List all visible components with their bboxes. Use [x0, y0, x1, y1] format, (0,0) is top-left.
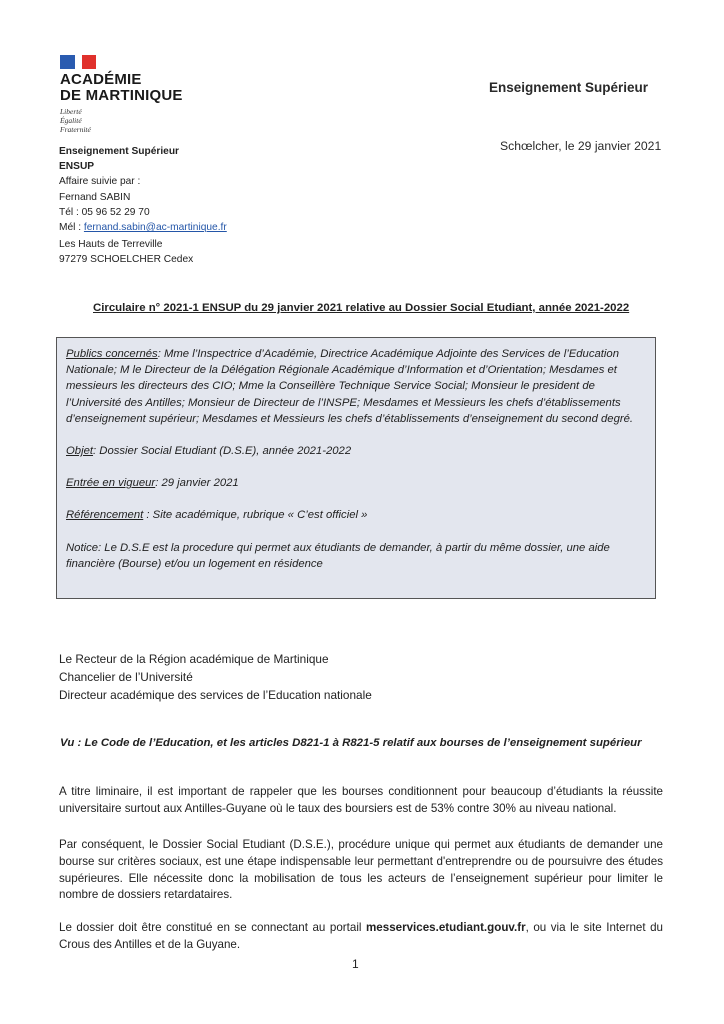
- notice-paragraph: Notice: Le D.S.E est la procedure qui permet aux étudiants de demander, à partir du même dossier, une aide financière (Bourse) et/ou un logement en résidence: [66, 541, 610, 570]
- paragraph3-text-after: , ou via le site Internet du Crous des Antilles et de la Guyane.: [59, 921, 663, 951]
- body-paragraph-2: Par conséquent, le Dossier Social Etudiant (D.S.E.), procédure unique qui permet aux étudiants de demander une bourse sur critères sociaux, est une étape indispensable leur permettant d'entreprendre ou de poursuivre des études supérieures. Elle nécessite donc la mobilisation de tous les acteurs de l’enseignement supérieur pour limiter le nombre de dossiers retardataires.: [59, 838, 663, 902]
- contact-email-line: [59, 220, 227, 235]
- contact-phone: Tél : 05 96 52 29 70: [59, 206, 150, 218]
- sender-block: [59, 144, 227, 235]
- referencement-paragraph: [66, 507, 646, 523]
- referencement-text: : Site académique, rubrique « C’est officiel »: [143, 509, 368, 522]
- motto-liberte: Liberté: [60, 107, 82, 116]
- objet-text: : Dossier Social Etudiant (D.S.E), année 2021-2022: [93, 445, 352, 458]
- publics-paragraph: [66, 346, 646, 427]
- sender-acronym: ENSUP: [59, 161, 95, 173]
- sender-address: [59, 237, 193, 267]
- entree-label: Entrée en vigueur: [66, 477, 156, 490]
- signatory-line1: Le Recteur de la Région académique de Martinique: [59, 652, 329, 666]
- marianne-flag-logo: [60, 55, 96, 69]
- circular-title: Circulaire n° 2021-1 ENSUP du 29 janvier 2021 relative au Dossier Social Etudiant, année 2021-2022: [93, 302, 630, 314]
- flag-blue-band: [60, 55, 75, 69]
- body-paragraph-3: [59, 920, 663, 954]
- republic-motto: [60, 107, 91, 134]
- signatory-line2: Chancelier de l’Université: [59, 670, 193, 684]
- sender-service: Enseignement Supérieur: [59, 146, 180, 157]
- signatory-block: [59, 650, 372, 704]
- motto-egalite: Égalité: [60, 116, 82, 125]
- logo-title-line2: DE MARTINIQUE: [60, 87, 183, 104]
- department-heading: Enseignement Supérieur: [489, 80, 649, 95]
- body-paragraph-1: A titre liminaire, il est important de rappeler que les bourses conditionnent pour beaucoup d’étudiants la réussite universitaire surtout aux Antilles-Guyane où le taux des boursiers est de 53% contre 30% au niveau national.: [59, 785, 663, 815]
- referencement-label: Référencement: [66, 509, 144, 522]
- legal-basis-vu: Vu : Le Code de l’Education, et les articles D821-1 à R821-5 relatif aux bourses de l’enseignement supérieur: [60, 737, 642, 749]
- publics-text: : Mme l’Inspectrice d’Académie, Directrice Académique Adjointe des Services de l’Education Nationale; M le Directeur de la Délégation Régionale Académique d’Information et d’Orientation; Mesdames et messieurs les directeurs des CIO; Mme la Conseillère Technique Service Social; Monsieur le president de l’Université des Antilles; Monsieur de Directeur de l’INSPE; Mesdames et Messieurs les chefs d’établissements d’enseignement supérieur; Mesdames et Messieurs les chefs d’établissements d’enseignement du second degré.: [66, 348, 634, 425]
- academy-logo-title: [60, 72, 183, 104]
- portal-link: messervices.etudiant.gouv.fr: [366, 921, 526, 934]
- entree-paragraph: [66, 475, 646, 491]
- place-date: Schœlcher, le 29 janvier 2021: [500, 139, 662, 153]
- summary-box: [56, 337, 656, 599]
- followed-by-label: Affaire suivie par :: [59, 176, 141, 188]
- logo-title-line1: ACADÉMIE: [60, 71, 142, 88]
- paragraph3-text-before: Le dossier doit être constitué en se connectant au portail: [59, 921, 366, 934]
- address-line1: Les Hauts de Terreville: [59, 239, 163, 250]
- email-label: Mél :: [59, 222, 84, 234]
- email-link[interactable]: fernand.sabin@ac-martinique.fr: [83, 222, 227, 234]
- contact-name: Fernand SABIN: [59, 191, 131, 203]
- objet-label: Objet: [66, 445, 94, 458]
- entree-text: : 29 janvier 2021: [155, 477, 239, 490]
- page-number: 1: [352, 957, 359, 971]
- publics-label: Publics concernés: [66, 348, 158, 360]
- flag-red-band: [82, 55, 96, 69]
- motto-fraternite: Fraternité: [60, 125, 91, 134]
- signatory-line3: Directeur académique des services de l’Education nationale: [59, 688, 372, 702]
- objet-paragraph: [66, 443, 646, 459]
- address-line2: 97279 SCHOELCHER Cedex: [59, 254, 194, 266]
- flag-white-band: [75, 55, 82, 69]
